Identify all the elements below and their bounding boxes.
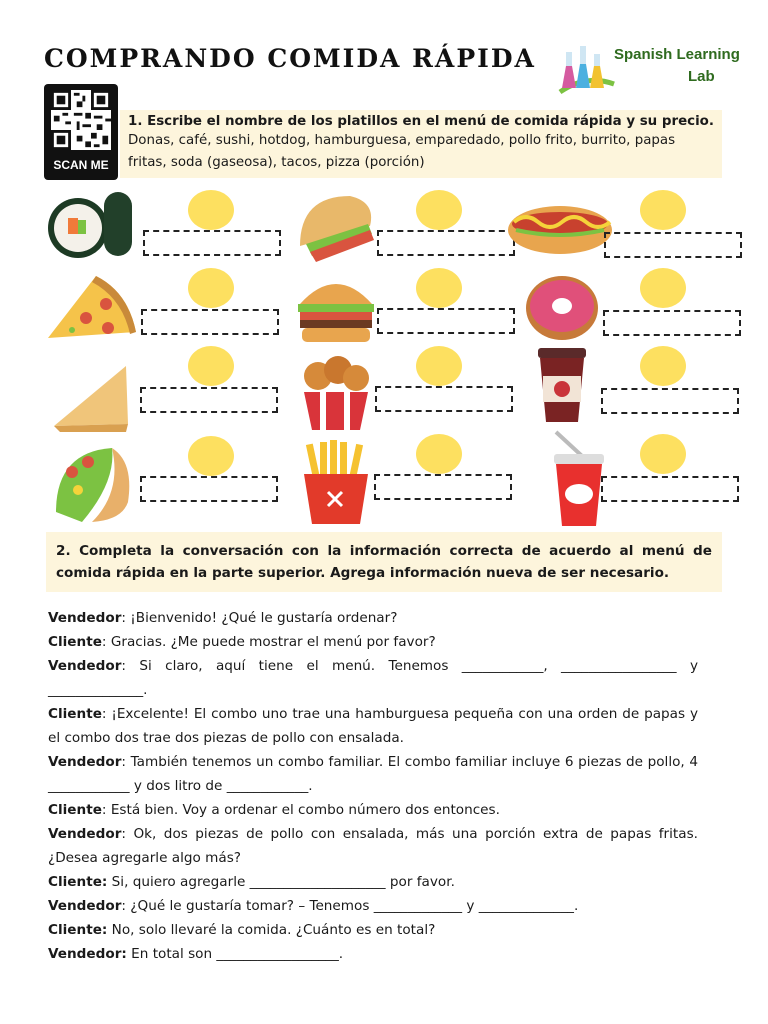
dish-name-box[interactable] bbox=[143, 230, 281, 256]
line-text: : También tenemos un combo familiar. El combo familiar incluye 6 piezas de pollo, 4 ____________ y dos litro de ____________. bbox=[48, 754, 698, 794]
speaker: Cliente: bbox=[48, 922, 108, 938]
speaker: Vendedor bbox=[48, 754, 122, 770]
exercise-2-instruction: 2. Completa la conversación con la información correcta de acuerdo al menú de comida rápida en la parte superior. Agrega información nueva de ser necesario. bbox=[56, 543, 712, 581]
price-circle bbox=[188, 346, 234, 386]
line-text: : ¡Excelente! El combo uno trae una hamburguesa pequeña con una orden de papas y el combo dos trae dos piezas de pollo con ensalada. bbox=[48, 706, 698, 746]
spanish-learning-lab-logo bbox=[556, 44, 740, 96]
line-text: Si, quiero agregarle ____________________ por favor. bbox=[107, 874, 455, 890]
price-circle bbox=[640, 346, 686, 386]
hotdog-icon bbox=[506, 190, 598, 268]
dialog-line bbox=[48, 942, 698, 966]
speaker: Vendedor bbox=[48, 898, 122, 914]
dialog-line bbox=[48, 630, 698, 654]
pizza-icon bbox=[44, 272, 136, 350]
price-circle bbox=[188, 190, 234, 230]
qr-code-icon bbox=[51, 90, 111, 150]
price-circle bbox=[640, 268, 686, 308]
dish-name-box[interactable] bbox=[140, 476, 278, 502]
speaker: Cliente bbox=[48, 802, 102, 818]
price-circle bbox=[640, 434, 686, 474]
price-circle bbox=[416, 268, 462, 308]
dialog-line bbox=[48, 870, 698, 894]
speaker: Cliente bbox=[48, 706, 102, 722]
scan-me-label: SCAN ME bbox=[53, 158, 109, 172]
line-text: En total son __________________. bbox=[126, 946, 344, 962]
line-text: : Si claro, aquí tiene el menú. Tenemos ____________, _________________ y ______________. bbox=[48, 658, 698, 698]
burrito-icon bbox=[52, 362, 144, 440]
price-circle bbox=[188, 436, 234, 476]
sushi-icon bbox=[44, 186, 136, 264]
dish-name-box[interactable] bbox=[141, 309, 279, 335]
dish-name-box[interactable] bbox=[140, 387, 278, 413]
dish-name-box[interactable] bbox=[374, 474, 512, 500]
line-text: : Ok, dos piezas de pollo con ensalada, más una porción extra de papas fritas. ¿Desea agregarle algo más? bbox=[48, 826, 698, 866]
speaker: Vendedor bbox=[48, 658, 122, 674]
price-circle bbox=[188, 268, 234, 308]
price-circle bbox=[416, 434, 462, 474]
speaker: Cliente bbox=[48, 634, 102, 650]
line-text: : ¿Qué le gustaría tomar? – Tenemos _____________ y ______________. bbox=[121, 898, 579, 914]
dish-name-box[interactable] bbox=[601, 476, 739, 502]
exercise-1-instruction: 1. Escribe el nombre de los platillos en el menú de comida rápida y su precio. bbox=[128, 114, 714, 129]
dish-name-box[interactable] bbox=[601, 388, 739, 414]
dish-name-box[interactable] bbox=[375, 386, 513, 412]
speaker: Vendedor bbox=[48, 826, 122, 842]
conversation bbox=[48, 606, 698, 966]
dialog-line bbox=[48, 606, 698, 630]
logo-text-line1: Spanish Learning bbox=[614, 46, 740, 63]
dialog-line bbox=[48, 654, 698, 702]
dialog-line bbox=[48, 894, 698, 918]
lab-flasks-icon bbox=[556, 44, 616, 96]
dialog-line bbox=[48, 702, 698, 750]
dialog-line bbox=[48, 798, 698, 822]
food-word-bank: Donas, café, sushi, hotdog, hamburguesa, emparedado, pollo frito, burrito, papas fritas, soda (gaseosa), tacos, pizza (porción) bbox=[128, 133, 676, 170]
price-circle bbox=[416, 190, 462, 230]
price-circle bbox=[640, 190, 686, 230]
line-text: : ¡Bienvenido! ¿Qué le gustaría ordenar? bbox=[121, 610, 398, 626]
dish-name-box[interactable] bbox=[377, 308, 515, 334]
exercise-1-box bbox=[120, 110, 722, 178]
dialog-line bbox=[48, 918, 698, 942]
logo-text-line2: Lab bbox=[688, 68, 715, 85]
taco-icon bbox=[52, 442, 144, 520]
dialog-line bbox=[48, 750, 698, 798]
line-text: : Está bien. Voy a ordenar el combo número dos entonces. bbox=[101, 802, 500, 818]
donut-icon bbox=[522, 272, 614, 350]
exercise-2-box bbox=[46, 532, 722, 592]
worksheet-title: COMPRANDO COMIDA RÁPIDA bbox=[44, 44, 536, 73]
dialog-line bbox=[48, 822, 698, 870]
dish-name-box[interactable] bbox=[604, 232, 742, 258]
line-text: : Gracias. ¿Me puede mostrar el menú por favor? bbox=[101, 634, 436, 650]
line-text: No, solo llevaré la comida. ¿Cuánto es en total? bbox=[107, 922, 436, 938]
speaker: Vendedor bbox=[48, 610, 122, 626]
speaker: Vendedor: bbox=[48, 946, 127, 962]
price-circle bbox=[416, 346, 462, 386]
qr-code-badge[interactable] bbox=[44, 84, 118, 180]
hamburger-icon bbox=[294, 270, 386, 348]
dish-name-box[interactable] bbox=[603, 310, 741, 336]
sandwich-icon bbox=[290, 186, 382, 264]
speaker: Cliente: bbox=[48, 874, 108, 890]
dish-name-box[interactable] bbox=[377, 230, 515, 256]
